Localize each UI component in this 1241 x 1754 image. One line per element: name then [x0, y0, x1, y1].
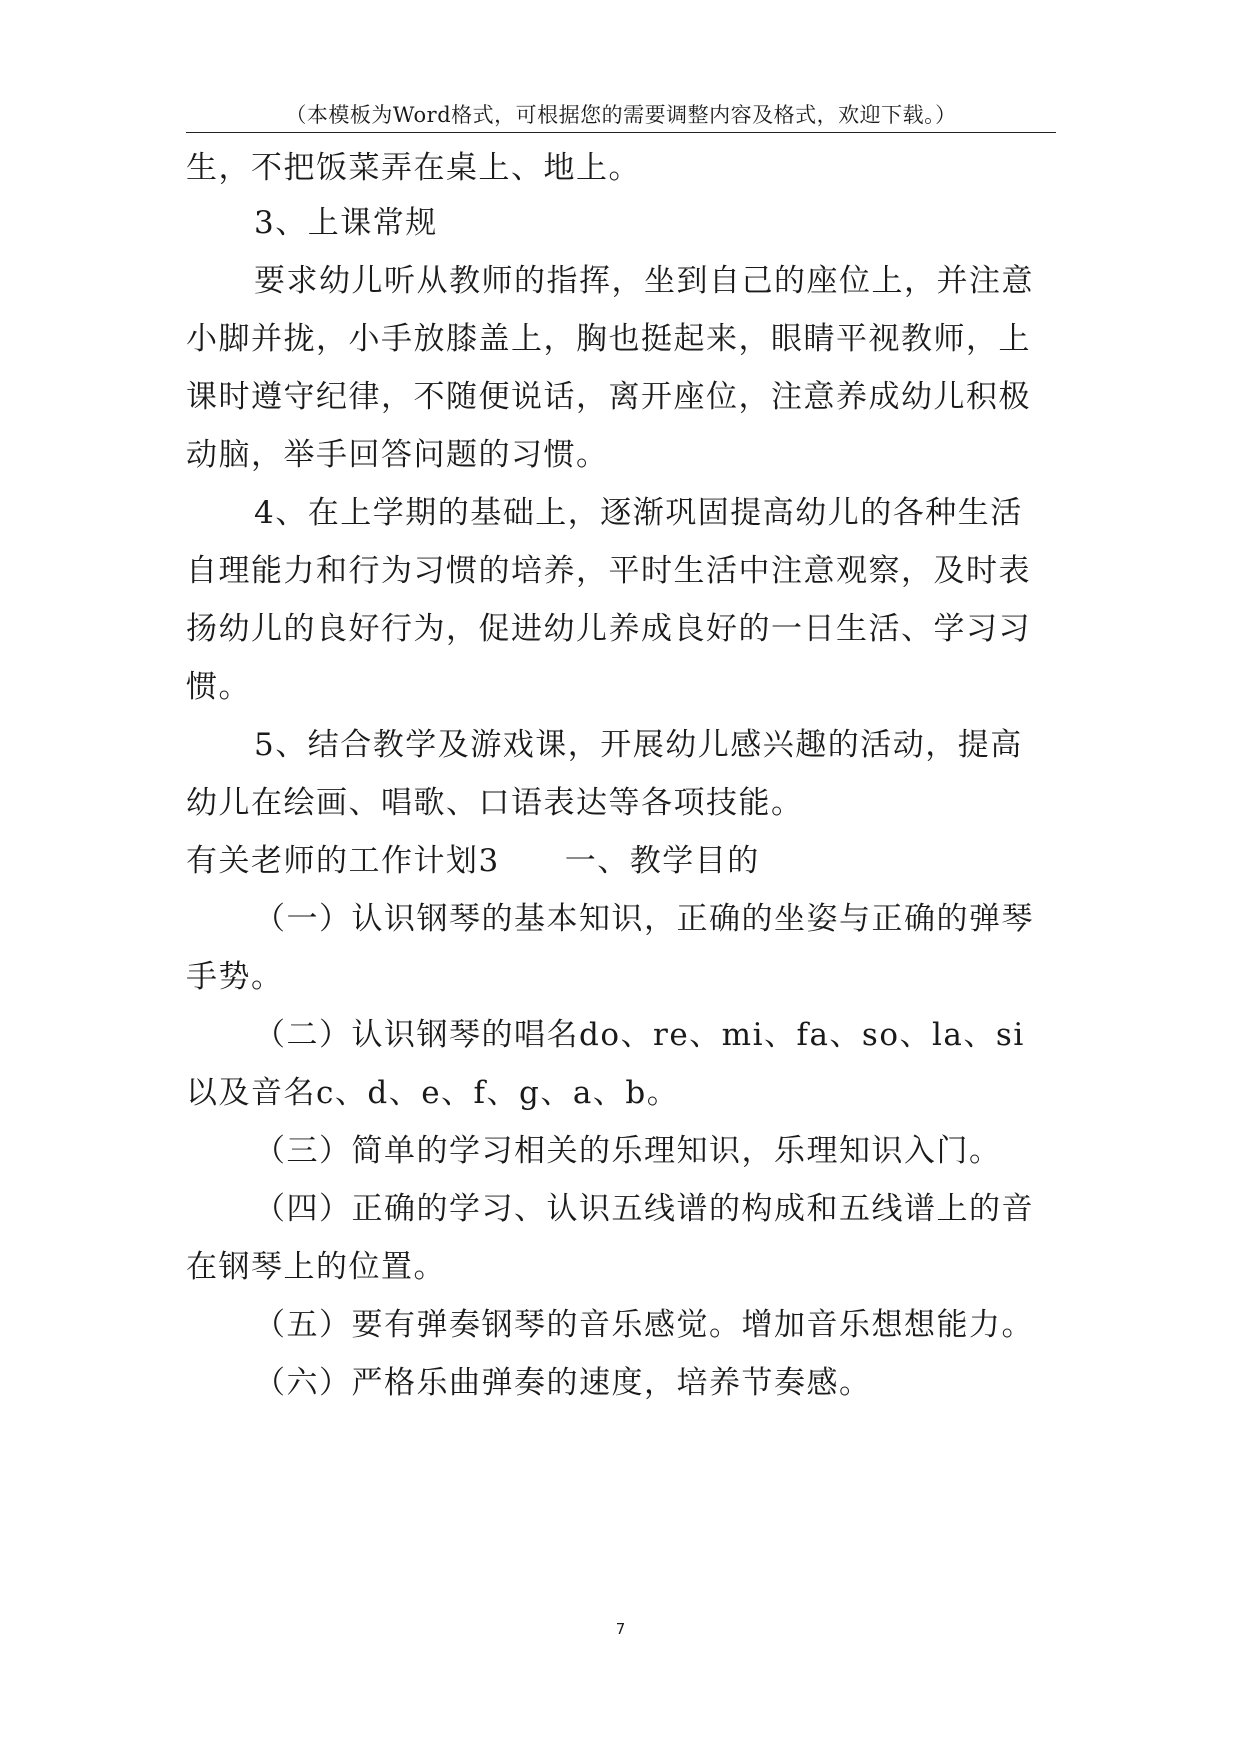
section-heading: 有关老师的工作计划3 一、教学目的	[186, 843, 760, 879]
text-line: 自理能力和行为习惯的培养，平时生活中注意观察，及时表	[186, 553, 1031, 589]
text-line: 在钢琴上的位置。	[186, 1249, 446, 1285]
list-item: （二）认识钢琴的唱名do、re、mi、fa、so、la、si	[254, 1017, 1025, 1053]
text-line: 课时遵守纪律，不随便说话，离开座位，注意养成幼儿积极	[186, 379, 1031, 415]
text-line: 以及音名c、d、e、f、g、a、b。	[186, 1075, 680, 1111]
text-line: 5、结合教学及游戏课，开展幼儿感兴趣的活动，提高	[254, 727, 1023, 763]
text-line: 4、在上学期的基础上，逐渐巩固提高幼儿的各种生活	[254, 495, 1023, 531]
section-heading: 3、上课常规	[254, 205, 438, 241]
text-line: 扬幼儿的良好行为，促进幼儿养成良好的一日生活、学习习	[186, 611, 1031, 647]
text-line: 手势。	[186, 959, 284, 995]
header-note: （本模板为Word格式，可根据您的需要调整内容及格式，欢迎下载。）	[285, 103, 957, 127]
list-item: （六）严格乐曲弹奏的速度，培养节奏感。	[254, 1365, 872, 1401]
list-item: （三）简单的学习相关的乐理知识，乐理知识入门。	[254, 1133, 1002, 1169]
text-line: 要求幼儿听从教师的指挥，坐到自己的座位上，并注意	[254, 263, 1034, 299]
text-line: 惯。	[186, 669, 251, 705]
list-item: （五）要有弹奏钢琴的音乐感觉。增加音乐想想能力。	[254, 1307, 1034, 1343]
text-line: 幼儿在绘画、唱歌、口语表达等各项技能。	[186, 785, 804, 821]
list-item: （一）认识钢琴的基本知识，正确的坐姿与正确的弹琴	[254, 901, 1034, 937]
list-item: （四）正确的学习、认识五线谱的构成和五线谱上的音	[254, 1191, 1034, 1227]
header-divider	[186, 132, 1056, 133]
page-number: 7	[615, 1620, 626, 1638]
text-line: 小脚并拢，小手放膝盖上，胸也挺起来，眼睛平视教师，上	[186, 321, 1031, 357]
text-line: 动脑，举手回答问题的习惯。	[186, 437, 609, 473]
text-line: 生，不把饭菜弄在桌上、地上。	[186, 150, 641, 186]
